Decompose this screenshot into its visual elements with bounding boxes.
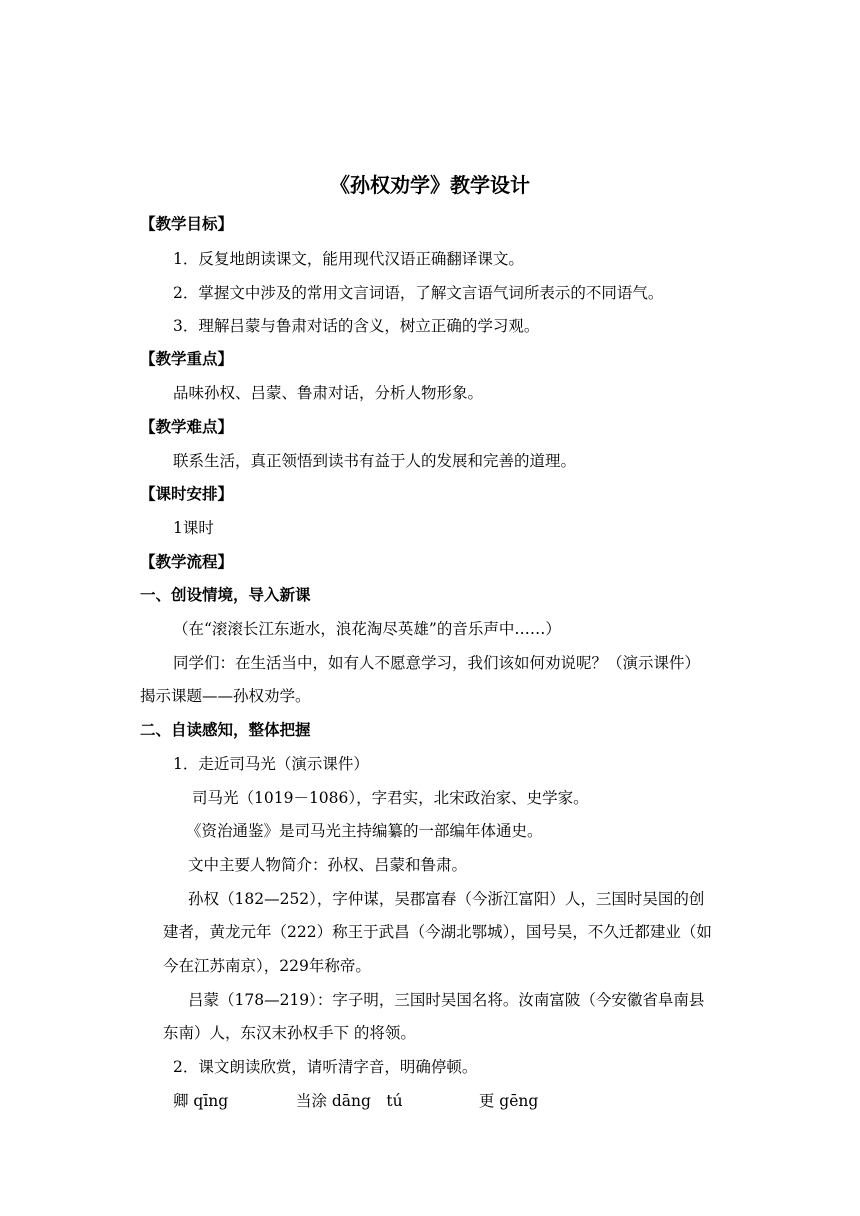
key-points-heading: 【教学重点】 (140, 349, 234, 368)
objective-item-1: 1．反复地朗读课文，能用现代汉语正确翻译课文。 (173, 250, 524, 268)
sun-quan-line-3: 今在江苏南京），229年称帝。 (163, 957, 371, 975)
difficulties-text: 联系生活，真正领悟到读书有益于人的发展和完善的道理。 (173, 452, 577, 470)
section-2-item-1: 1．走近司马光（演示课件） (173, 755, 369, 773)
section-2-item-2: 2．课文朗读欣赏，请听清字音，明确停顿。 (173, 1058, 478, 1076)
section-1-music-note: （在“滚滚长江东逝水，浪花淘尽英雄”的音乐声中……） (173, 620, 561, 638)
sun-quan-line-1: 孙权（182—252），字仲谋，吴郡富春（今浙江富阳）人，三国时吴国的创 (188, 890, 705, 908)
section-1-intro-line-1: 同学们：在生活当中，如有人不愿意学习，我们该如何劝说呢？（演示课件） (173, 654, 701, 672)
pinyin-geng: 更 gēng (478, 1092, 539, 1110)
lv-meng-line-2: 东南）人，东汉末孙权手下 的将领。 (163, 1024, 416, 1042)
key-points-text: 品味孙权、吕蒙、鲁肃对话，分析人物形象。 (173, 384, 484, 402)
section-1-intro-line-2: 揭示课题——孙权劝学。 (140, 687, 311, 705)
sima-guang-intro: 司马光（1019－1086），字君实，北宋政治家、史学家。 (192, 789, 589, 807)
main-characters-intro: 文中主要人物简介：孙权、吕蒙和鲁肃。 (188, 856, 468, 874)
difficulties-heading: 【教学难点】 (140, 417, 234, 436)
sun-quan-line-2: 建者，黄龙元年（222）称王于武昌（今湖北鄂城），国号吴，不久迁都建业（如 (163, 923, 712, 941)
lv-meng-line-1: 吕蒙（178—219）：字子明，三国时吴国名将。汝南富陂（今安徽省阜南县 (188, 991, 705, 1009)
zizhi-tongjian-intro: 《资治通鉴》是司马光主持编纂的一部编年体通史。 (186, 822, 543, 840)
pinyin-row (173, 1091, 538, 1111)
schedule-text: 1课时 (173, 519, 214, 537)
objectives-heading: 【教学目标】 (140, 214, 234, 233)
objective-item-2: 2．掌握文中涉及的常用文言词语，了解文言语气词所表示的不同语气。 (173, 284, 664, 302)
section-2-title: 二、自读感知，整体把握 (140, 720, 311, 739)
pinyin-dangtu: 当涂 dāng tú (295, 1092, 403, 1110)
objective-item-3: 3．理解吕蒙与鲁肃对话的含义，树立正确的学习观。 (173, 317, 540, 335)
pinyin-qing: 卿 qīng (173, 1092, 229, 1110)
document-title: 《孙权劝学》教学设计 (330, 173, 530, 197)
section-1-title: 一、创设情境，导入新课 (140, 585, 311, 604)
schedule-heading: 【课时安排】 (140, 484, 234, 503)
process-heading: 【教学流程】 (140, 552, 234, 571)
